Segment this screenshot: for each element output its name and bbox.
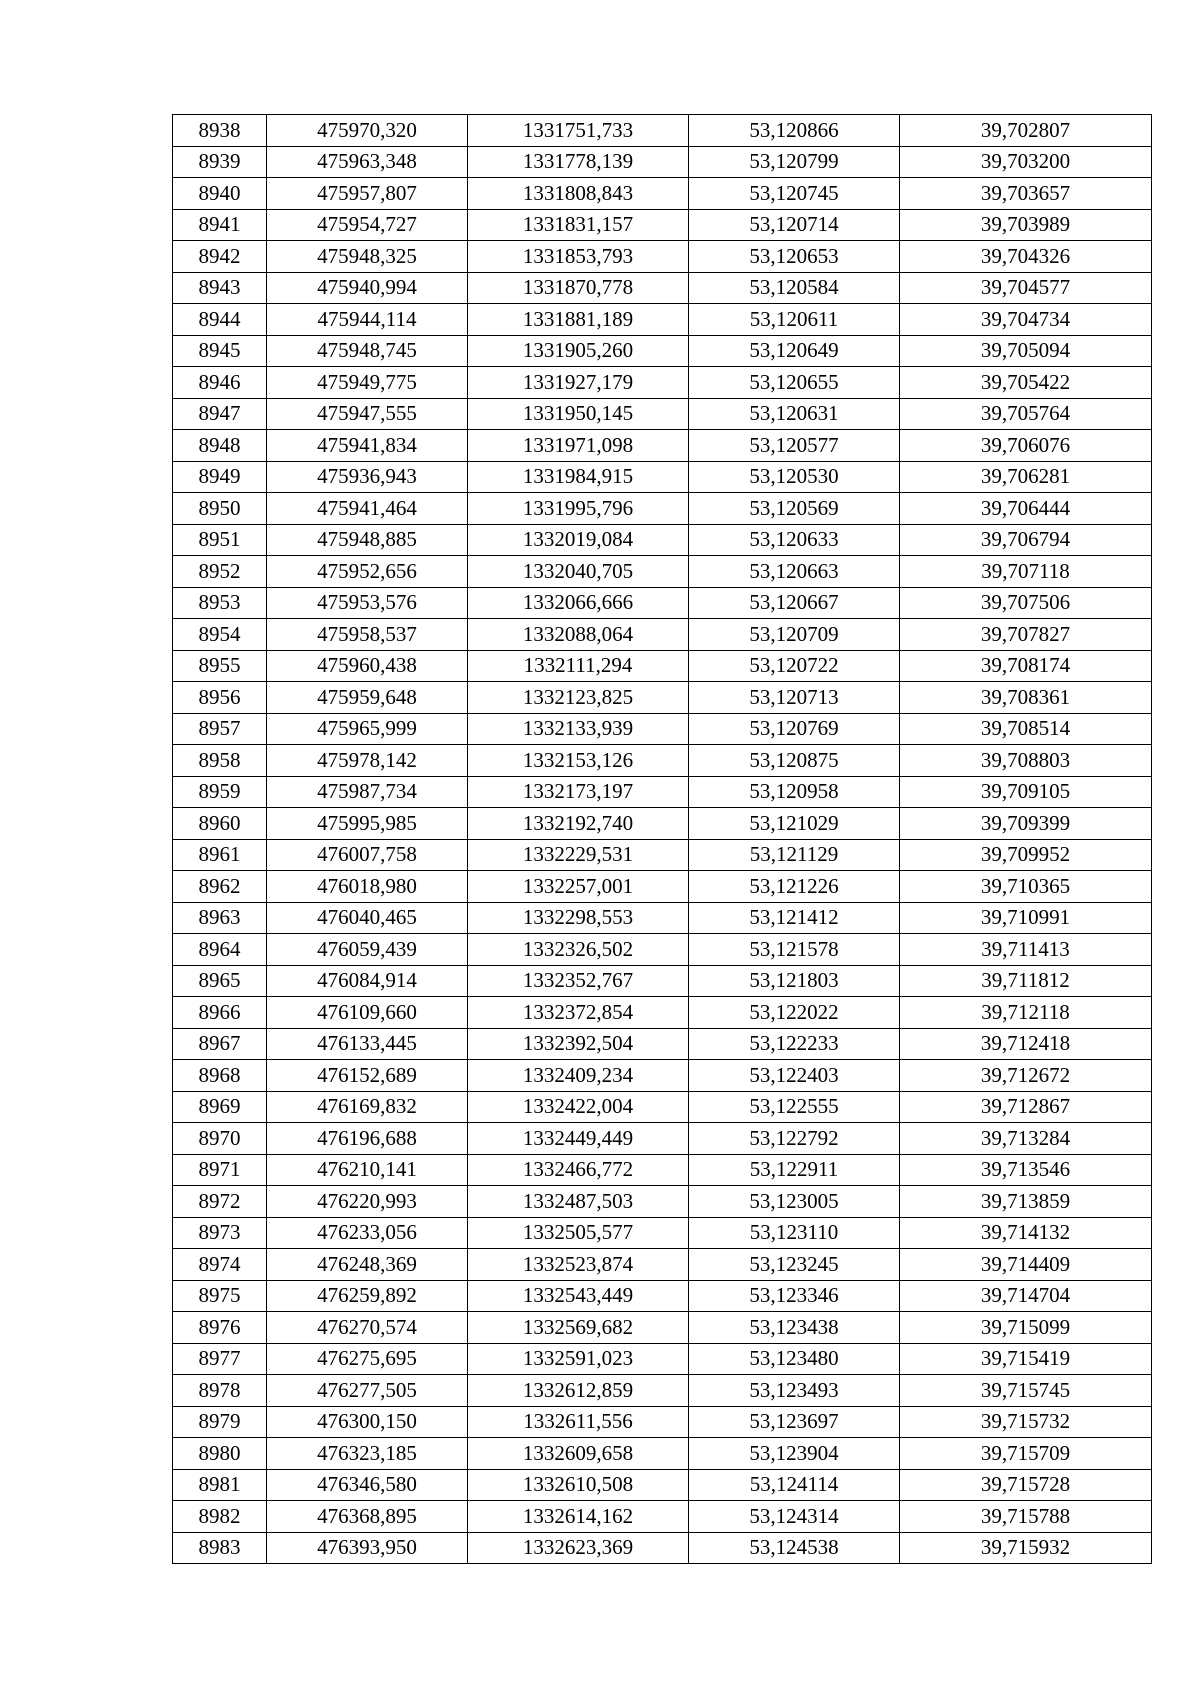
longitude-cell: 39,715728 — [900, 1469, 1152, 1501]
y-coordinate-cell: 1332466,772 — [468, 1154, 689, 1186]
y-coordinate-cell: 1332449,449 — [468, 1123, 689, 1155]
y-coordinate-cell: 1332257,001 — [468, 871, 689, 903]
table-row — [173, 1123, 1152, 1155]
longitude-cell: 39,711413 — [900, 934, 1152, 966]
y-coordinate-cell: 1332019,084 — [468, 524, 689, 556]
latitude-cell: 53,123005 — [689, 1186, 900, 1218]
table-row — [173, 997, 1152, 1029]
table-row — [173, 776, 1152, 808]
x-coordinate-cell: 475948,745 — [267, 335, 468, 367]
x-coordinate-cell: 476210,141 — [267, 1154, 468, 1186]
latitude-cell: 53,121578 — [689, 934, 900, 966]
point-number-cell: 8943 — [173, 272, 267, 304]
point-number-cell: 8977 — [173, 1343, 267, 1375]
table-row — [173, 1375, 1152, 1407]
y-coordinate-cell: 1332040,705 — [468, 556, 689, 588]
x-coordinate-cell: 475957,807 — [267, 178, 468, 210]
longitude-cell: 39,705764 — [900, 398, 1152, 430]
table-row — [173, 682, 1152, 714]
longitude-cell: 39,707118 — [900, 556, 1152, 588]
point-number-cell: 8960 — [173, 808, 267, 840]
point-number-cell: 8972 — [173, 1186, 267, 1218]
x-coordinate-cell: 476275,695 — [267, 1343, 468, 1375]
table-row — [173, 1028, 1152, 1060]
table-row — [173, 524, 1152, 556]
table-row — [173, 1091, 1152, 1123]
latitude-cell: 53,120584 — [689, 272, 900, 304]
point-number-cell: 8957 — [173, 713, 267, 745]
table-row — [173, 398, 1152, 430]
latitude-cell: 53,123904 — [689, 1438, 900, 1470]
point-number-cell: 8949 — [173, 461, 267, 493]
longitude-cell: 39,708361 — [900, 682, 1152, 714]
x-coordinate-cell: 475970,320 — [267, 115, 468, 147]
y-coordinate-cell: 1332591,023 — [468, 1343, 689, 1375]
x-coordinate-cell: 476133,445 — [267, 1028, 468, 1060]
latitude-cell: 53,120631 — [689, 398, 900, 430]
latitude-cell: 53,120713 — [689, 682, 900, 714]
latitude-cell: 53,120649 — [689, 335, 900, 367]
longitude-cell: 39,715788 — [900, 1501, 1152, 1533]
x-coordinate-cell: 476152,689 — [267, 1060, 468, 1092]
longitude-cell: 39,708514 — [900, 713, 1152, 745]
y-coordinate-cell: 1332543,449 — [468, 1280, 689, 1312]
table-row — [173, 1280, 1152, 1312]
latitude-cell: 53,120875 — [689, 745, 900, 777]
table-row — [173, 556, 1152, 588]
table-row — [173, 1312, 1152, 1344]
latitude-cell: 53,120655 — [689, 367, 900, 399]
longitude-cell: 39,715099 — [900, 1312, 1152, 1344]
latitude-cell: 53,122792 — [689, 1123, 900, 1155]
point-number-cell: 8979 — [173, 1406, 267, 1438]
longitude-cell: 39,706444 — [900, 493, 1152, 525]
table-row — [173, 1343, 1152, 1375]
longitude-cell: 39,715745 — [900, 1375, 1152, 1407]
y-coordinate-cell: 1332066,666 — [468, 587, 689, 619]
point-number-cell: 8946 — [173, 367, 267, 399]
y-coordinate-cell: 1331831,157 — [468, 209, 689, 241]
x-coordinate-cell: 476270,574 — [267, 1312, 468, 1344]
latitude-cell: 53,124114 — [689, 1469, 900, 1501]
point-number-cell: 8983 — [173, 1532, 267, 1564]
longitude-cell: 39,708174 — [900, 650, 1152, 682]
table-row — [173, 146, 1152, 178]
x-coordinate-cell: 476393,950 — [267, 1532, 468, 1564]
longitude-cell: 39,709952 — [900, 839, 1152, 871]
table-row — [173, 335, 1152, 367]
x-coordinate-cell: 476259,892 — [267, 1280, 468, 1312]
longitude-cell: 39,710991 — [900, 902, 1152, 934]
point-number-cell: 8966 — [173, 997, 267, 1029]
point-number-cell: 8940 — [173, 178, 267, 210]
x-coordinate-cell: 475953,576 — [267, 587, 468, 619]
longitude-cell: 39,713284 — [900, 1123, 1152, 1155]
table-row — [173, 493, 1152, 525]
longitude-cell: 39,707827 — [900, 619, 1152, 651]
longitude-cell: 39,712672 — [900, 1060, 1152, 1092]
latitude-cell: 53,120866 — [689, 115, 900, 147]
table-row — [173, 1249, 1152, 1281]
latitude-cell: 53,120530 — [689, 461, 900, 493]
y-coordinate-cell: 1332229,531 — [468, 839, 689, 871]
longitude-cell: 39,715419 — [900, 1343, 1152, 1375]
y-coordinate-cell: 1332612,859 — [468, 1375, 689, 1407]
longitude-cell: 39,706281 — [900, 461, 1152, 493]
latitude-cell: 53,123438 — [689, 1312, 900, 1344]
longitude-cell: 39,706076 — [900, 430, 1152, 462]
longitude-cell: 39,704734 — [900, 304, 1152, 336]
table-row — [173, 934, 1152, 966]
table-row — [173, 902, 1152, 934]
x-coordinate-cell: 476248,369 — [267, 1249, 468, 1281]
x-coordinate-cell: 475940,994 — [267, 272, 468, 304]
y-coordinate-cell: 1332352,767 — [468, 965, 689, 997]
longitude-cell: 39,712418 — [900, 1028, 1152, 1060]
longitude-cell: 39,713546 — [900, 1154, 1152, 1186]
y-coordinate-cell: 1332609,658 — [468, 1438, 689, 1470]
table-row — [173, 1469, 1152, 1501]
longitude-cell: 39,715732 — [900, 1406, 1152, 1438]
point-number-cell: 8952 — [173, 556, 267, 588]
y-coordinate-cell: 1332173,197 — [468, 776, 689, 808]
latitude-cell: 53,121412 — [689, 902, 900, 934]
latitude-cell: 53,120577 — [689, 430, 900, 462]
point-number-cell: 8965 — [173, 965, 267, 997]
x-coordinate-cell: 476196,688 — [267, 1123, 468, 1155]
y-coordinate-cell: 1332614,162 — [468, 1501, 689, 1533]
x-coordinate-cell: 476346,580 — [267, 1469, 468, 1501]
latitude-cell: 53,122022 — [689, 997, 900, 1029]
latitude-cell: 53,121803 — [689, 965, 900, 997]
x-coordinate-cell: 476368,895 — [267, 1501, 468, 1533]
y-coordinate-cell: 1332326,502 — [468, 934, 689, 966]
longitude-cell: 39,711812 — [900, 965, 1152, 997]
y-coordinate-cell: 1332153,126 — [468, 745, 689, 777]
table-row — [173, 1501, 1152, 1533]
x-coordinate-cell: 475954,727 — [267, 209, 468, 241]
y-coordinate-cell: 1332133,939 — [468, 713, 689, 745]
table-row — [173, 619, 1152, 651]
y-coordinate-cell: 1332611,556 — [468, 1406, 689, 1438]
x-coordinate-cell: 476169,832 — [267, 1091, 468, 1123]
x-coordinate-cell: 475965,999 — [267, 713, 468, 745]
table-row — [173, 209, 1152, 241]
y-coordinate-cell: 1332372,854 — [468, 997, 689, 1029]
x-coordinate-cell: 476040,465 — [267, 902, 468, 934]
longitude-cell: 39,703989 — [900, 209, 1152, 241]
table-row — [173, 461, 1152, 493]
latitude-cell: 53,120633 — [689, 524, 900, 556]
point-number-cell: 8950 — [173, 493, 267, 525]
point-number-cell: 8967 — [173, 1028, 267, 1060]
y-coordinate-cell: 1331995,796 — [468, 493, 689, 525]
x-coordinate-cell: 476018,980 — [267, 871, 468, 903]
longitude-cell: 39,703657 — [900, 178, 1152, 210]
longitude-cell: 39,709399 — [900, 808, 1152, 840]
latitude-cell: 53,120667 — [689, 587, 900, 619]
longitude-cell: 39,709105 — [900, 776, 1152, 808]
latitude-cell: 53,123346 — [689, 1280, 900, 1312]
latitude-cell: 53,122911 — [689, 1154, 900, 1186]
longitude-cell: 39,714704 — [900, 1280, 1152, 1312]
table-row — [173, 871, 1152, 903]
point-number-cell: 8951 — [173, 524, 267, 556]
y-coordinate-cell: 1332088,064 — [468, 619, 689, 651]
latitude-cell: 53,121226 — [689, 871, 900, 903]
x-coordinate-cell: 475963,348 — [267, 146, 468, 178]
longitude-cell: 39,702807 — [900, 115, 1152, 147]
longitude-cell: 39,715709 — [900, 1438, 1152, 1470]
point-number-cell: 8956 — [173, 682, 267, 714]
point-number-cell: 8978 — [173, 1375, 267, 1407]
latitude-cell: 53,120958 — [689, 776, 900, 808]
point-number-cell: 8948 — [173, 430, 267, 462]
y-coordinate-cell: 1332610,508 — [468, 1469, 689, 1501]
latitude-cell: 53,120722 — [689, 650, 900, 682]
longitude-cell: 39,710365 — [900, 871, 1152, 903]
y-coordinate-cell: 1331927,179 — [468, 367, 689, 399]
x-coordinate-cell: 476220,993 — [267, 1186, 468, 1218]
table-row — [173, 241, 1152, 273]
x-coordinate-cell: 475952,656 — [267, 556, 468, 588]
x-coordinate-cell: 476059,439 — [267, 934, 468, 966]
y-coordinate-cell: 1332422,004 — [468, 1091, 689, 1123]
x-coordinate-cell: 476084,914 — [267, 965, 468, 997]
longitude-cell: 39,704577 — [900, 272, 1152, 304]
point-number-cell: 8944 — [173, 304, 267, 336]
coordinates-table — [172, 114, 1152, 1564]
y-coordinate-cell: 1332487,503 — [468, 1186, 689, 1218]
table-row — [173, 367, 1152, 399]
point-number-cell: 8962 — [173, 871, 267, 903]
latitude-cell: 53,123697 — [689, 1406, 900, 1438]
x-coordinate-cell: 475959,648 — [267, 682, 468, 714]
coordinates-table-body — [173, 115, 1152, 1564]
point-number-cell: 8959 — [173, 776, 267, 808]
longitude-cell: 39,715932 — [900, 1532, 1152, 1564]
x-coordinate-cell: 475947,555 — [267, 398, 468, 430]
y-coordinate-cell: 1331808,843 — [468, 178, 689, 210]
latitude-cell: 53,123493 — [689, 1375, 900, 1407]
point-number-cell: 8968 — [173, 1060, 267, 1092]
latitude-cell: 53,120653 — [689, 241, 900, 273]
x-coordinate-cell: 475987,734 — [267, 776, 468, 808]
point-number-cell: 8961 — [173, 839, 267, 871]
point-number-cell: 8938 — [173, 115, 267, 147]
y-coordinate-cell: 1332409,234 — [468, 1060, 689, 1092]
table-row — [173, 1060, 1152, 1092]
latitude-cell: 53,124314 — [689, 1501, 900, 1533]
longitude-cell: 39,703200 — [900, 146, 1152, 178]
latitude-cell: 53,124538 — [689, 1532, 900, 1564]
x-coordinate-cell: 475944,114 — [267, 304, 468, 336]
x-coordinate-cell: 475960,438 — [267, 650, 468, 682]
point-number-cell: 8947 — [173, 398, 267, 430]
latitude-cell: 53,120799 — [689, 146, 900, 178]
point-number-cell: 8963 — [173, 902, 267, 934]
longitude-cell: 39,704326 — [900, 241, 1152, 273]
y-coordinate-cell: 1332298,553 — [468, 902, 689, 934]
latitude-cell: 53,120745 — [689, 178, 900, 210]
latitude-cell: 53,121129 — [689, 839, 900, 871]
x-coordinate-cell: 475948,885 — [267, 524, 468, 556]
table-row — [173, 1438, 1152, 1470]
x-coordinate-cell: 476277,505 — [267, 1375, 468, 1407]
x-coordinate-cell: 475941,464 — [267, 493, 468, 525]
latitude-cell: 53,123110 — [689, 1217, 900, 1249]
y-coordinate-cell: 1331751,733 — [468, 115, 689, 147]
point-number-cell: 8970 — [173, 1123, 267, 1155]
x-coordinate-cell: 476323,185 — [267, 1438, 468, 1470]
y-coordinate-cell: 1331778,139 — [468, 146, 689, 178]
y-coordinate-cell: 1331853,793 — [468, 241, 689, 273]
longitude-cell: 39,712867 — [900, 1091, 1152, 1123]
x-coordinate-cell: 475958,537 — [267, 619, 468, 651]
longitude-cell: 39,707506 — [900, 587, 1152, 619]
latitude-cell: 53,120611 — [689, 304, 900, 336]
y-coordinate-cell: 1331971,098 — [468, 430, 689, 462]
point-number-cell: 8982 — [173, 1501, 267, 1533]
table-row — [173, 304, 1152, 336]
latitude-cell: 53,122233 — [689, 1028, 900, 1060]
table-row — [173, 587, 1152, 619]
x-coordinate-cell: 476109,660 — [267, 997, 468, 1029]
latitude-cell: 53,120769 — [689, 713, 900, 745]
y-coordinate-cell: 1332569,682 — [468, 1312, 689, 1344]
y-coordinate-cell: 1332111,294 — [468, 650, 689, 682]
x-coordinate-cell: 475936,943 — [267, 461, 468, 493]
point-number-cell: 8980 — [173, 1438, 267, 1470]
point-number-cell: 8964 — [173, 934, 267, 966]
point-number-cell: 8974 — [173, 1249, 267, 1281]
x-coordinate-cell: 475948,325 — [267, 241, 468, 273]
y-coordinate-cell: 1331950,145 — [468, 398, 689, 430]
y-coordinate-cell: 1331905,260 — [468, 335, 689, 367]
point-number-cell: 8981 — [173, 1469, 267, 1501]
point-number-cell: 8969 — [173, 1091, 267, 1123]
latitude-cell: 53,122555 — [689, 1091, 900, 1123]
latitude-cell: 53,123245 — [689, 1249, 900, 1281]
y-coordinate-cell: 1331984,915 — [468, 461, 689, 493]
table-row — [173, 1406, 1152, 1438]
table-row — [173, 430, 1152, 462]
x-coordinate-cell: 476007,758 — [267, 839, 468, 871]
x-coordinate-cell: 475949,775 — [267, 367, 468, 399]
table-row — [173, 1154, 1152, 1186]
longitude-cell: 39,712118 — [900, 997, 1152, 1029]
table-row — [173, 1532, 1152, 1564]
table-row — [173, 1217, 1152, 1249]
latitude-cell: 53,123480 — [689, 1343, 900, 1375]
y-coordinate-cell: 1332523,874 — [468, 1249, 689, 1281]
y-coordinate-cell: 1332192,740 — [468, 808, 689, 840]
table-row — [173, 808, 1152, 840]
point-number-cell: 8955 — [173, 650, 267, 682]
table-row — [173, 272, 1152, 304]
point-number-cell: 8958 — [173, 745, 267, 777]
table-row — [173, 965, 1152, 997]
point-number-cell: 8976 — [173, 1312, 267, 1344]
latitude-cell: 53,120663 — [689, 556, 900, 588]
longitude-cell: 39,713859 — [900, 1186, 1152, 1218]
latitude-cell: 53,120714 — [689, 209, 900, 241]
latitude-cell: 53,121029 — [689, 808, 900, 840]
point-number-cell: 8954 — [173, 619, 267, 651]
point-number-cell: 8941 — [173, 209, 267, 241]
point-number-cell: 8971 — [173, 1154, 267, 1186]
point-number-cell: 8975 — [173, 1280, 267, 1312]
y-coordinate-cell: 1331881,189 — [468, 304, 689, 336]
y-coordinate-cell: 1332623,369 — [468, 1532, 689, 1564]
latitude-cell: 53,120709 — [689, 619, 900, 651]
y-coordinate-cell: 1331870,778 — [468, 272, 689, 304]
table-row — [173, 1186, 1152, 1218]
table-row — [173, 178, 1152, 210]
x-coordinate-cell: 475941,834 — [267, 430, 468, 462]
x-coordinate-cell: 475978,142 — [267, 745, 468, 777]
longitude-cell: 39,708803 — [900, 745, 1152, 777]
longitude-cell: 39,714409 — [900, 1249, 1152, 1281]
latitude-cell: 53,120569 — [689, 493, 900, 525]
y-coordinate-cell: 1332392,504 — [468, 1028, 689, 1060]
table-row — [173, 115, 1152, 147]
point-number-cell: 8942 — [173, 241, 267, 273]
table-row — [173, 745, 1152, 777]
point-number-cell: 8953 — [173, 587, 267, 619]
longitude-cell: 39,706794 — [900, 524, 1152, 556]
y-coordinate-cell: 1332123,825 — [468, 682, 689, 714]
x-coordinate-cell: 476300,150 — [267, 1406, 468, 1438]
table-row — [173, 839, 1152, 871]
table-row — [173, 713, 1152, 745]
point-number-cell: 8973 — [173, 1217, 267, 1249]
y-coordinate-cell: 1332505,577 — [468, 1217, 689, 1249]
latitude-cell: 53,122403 — [689, 1060, 900, 1092]
x-coordinate-cell: 475995,985 — [267, 808, 468, 840]
table-row — [173, 650, 1152, 682]
point-number-cell: 8939 — [173, 146, 267, 178]
longitude-cell: 39,705422 — [900, 367, 1152, 399]
point-number-cell: 8945 — [173, 335, 267, 367]
x-coordinate-cell: 476233,056 — [267, 1217, 468, 1249]
longitude-cell: 39,705094 — [900, 335, 1152, 367]
longitude-cell: 39,714132 — [900, 1217, 1152, 1249]
